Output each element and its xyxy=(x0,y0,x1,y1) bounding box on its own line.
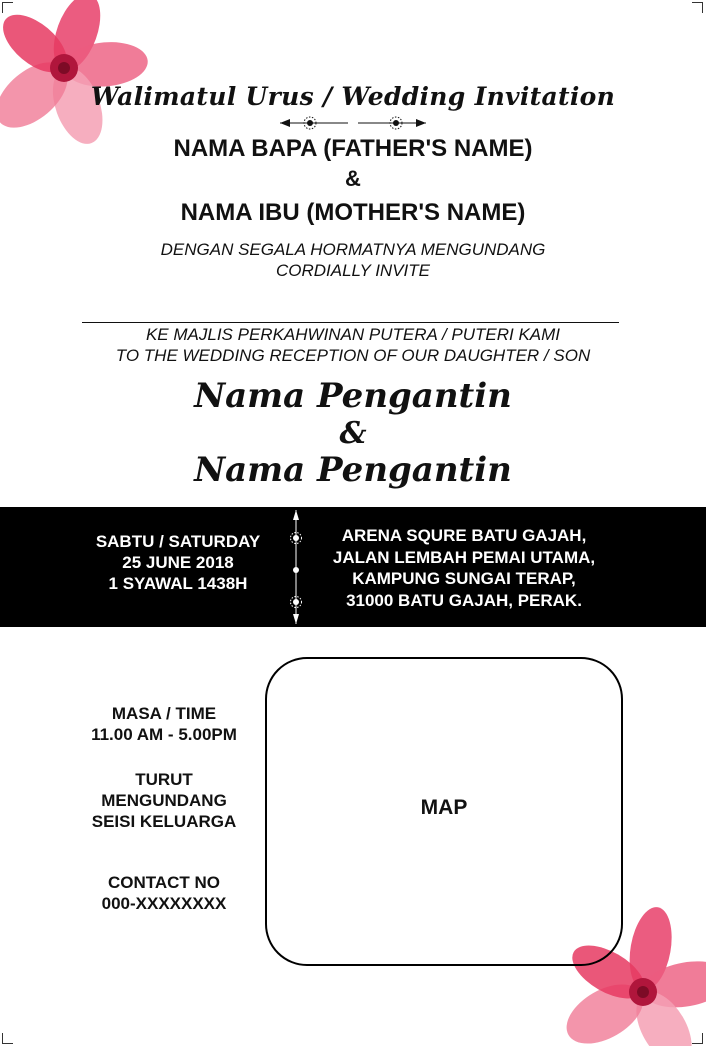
family-line: MENGUNDANG xyxy=(101,791,227,810)
father-name: NAMA BAPA (FATHER'S NAME) xyxy=(173,135,533,162)
reception-line-malay: KE MAJLIS PERKAHWINAN PUTERA / PUTERI KAMI xyxy=(145,325,561,344)
vertical-divider-ornament-icon xyxy=(289,508,303,626)
contact-label: CONTACT NO xyxy=(107,873,221,892)
map-label: MAP xyxy=(420,796,468,819)
time-value: 11.00 AM - 5.00PM xyxy=(91,725,237,744)
event-venue-block xyxy=(306,525,622,611)
invite-line-english: CORDIALLY INVITE xyxy=(275,261,430,280)
couple-ampersand: & xyxy=(339,416,367,451)
family-line: SEISI KELUARGA xyxy=(91,812,237,831)
event-date: 25 JUNE 2018 xyxy=(122,553,234,572)
crop-mark-top-right xyxy=(692,2,703,13)
mother-name: NAMA IBU (MOTHER'S NAME) xyxy=(180,199,526,226)
couple-name-2: Nama Pengantin xyxy=(194,450,512,490)
crop-mark-bottom-left xyxy=(2,1033,13,1044)
contact-value: 000-XXXXXXXX xyxy=(101,894,227,913)
event-day: SABTU / SATURDAY xyxy=(95,532,261,551)
contact-block xyxy=(76,872,252,914)
reception-line-english: TO THE WEDDING RECEPTION OF OUR DAUGHTER / SON xyxy=(115,346,591,365)
event-hijri-date: 1 SYAWAL 1438H xyxy=(108,574,248,593)
venue-line: ARENA SQURE BATU GAJAH, xyxy=(341,526,587,545)
event-date-block xyxy=(80,531,276,594)
time-block xyxy=(76,703,252,745)
venue-line: 31000 BATU GAJAH, PERAK. xyxy=(346,590,582,610)
invite-line-malay: DENGAN SEGALA HORMATNYA MENGUNDANG xyxy=(160,240,546,259)
family-line: TURUT xyxy=(135,770,193,789)
time-label: MASA / TIME xyxy=(111,704,217,723)
couple-name-1: Nama Pengantin xyxy=(194,376,512,416)
venue-line: JALAN LEMBAH PEMAI UTAMA, xyxy=(332,547,596,567)
divider-rule xyxy=(82,322,619,323)
family-block xyxy=(76,769,252,832)
invitation-heading: Walimatul Urus / Wedding Invitation xyxy=(90,82,616,111)
parents-ampersand: & xyxy=(345,166,361,191)
divider-ornament-icon xyxy=(278,115,428,131)
venue-line: KAMPUNG SUNGAI TERAP, xyxy=(352,569,576,588)
